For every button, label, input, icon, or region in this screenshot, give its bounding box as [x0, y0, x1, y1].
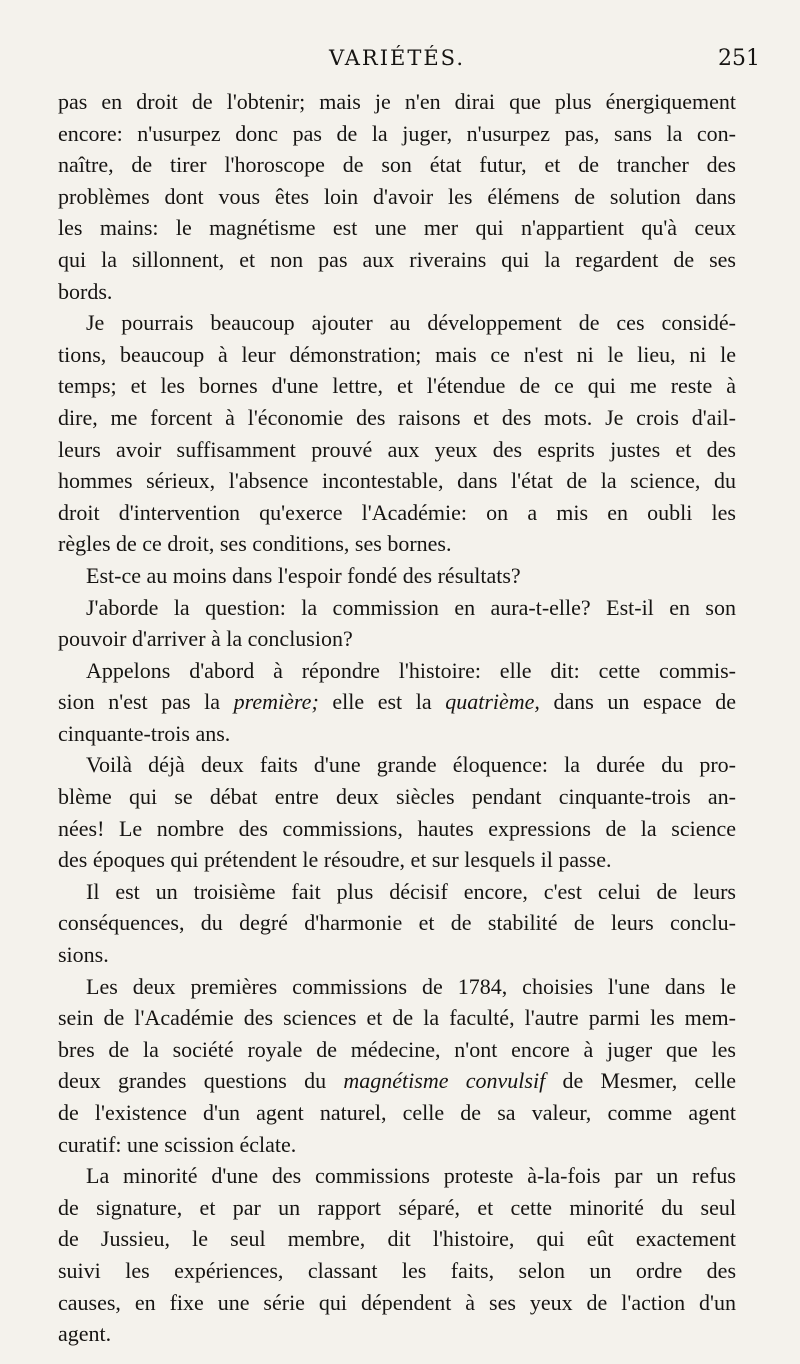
text-line: curatif: une scission éclate.: [58, 1131, 297, 1157]
text-line: deux grandes questions du magnétisme convulsif de Mesmer, celle: [58, 1068, 736, 1094]
body-text: [58, 86, 736, 1350]
text-line: leurs avoir suffisamment prouvé aux yeux des esprits justes et des: [58, 436, 736, 462]
text-line: temps; et les bornes d'une lettre, et l'étendue de ce qui me reste à: [58, 373, 736, 399]
text-line: naître, de tirer l'horoscope de son état futur, et de trancher des: [58, 152, 736, 178]
page-header: [58, 42, 760, 86]
text-line: J'aborde la question: la commission en aura-t-elle? Est-il en son: [86, 594, 736, 620]
text-line: dire, me forcent à l'économie des raisons et des mots. Je crois d'ail-: [58, 404, 736, 430]
text-line: sein de l'Académie des sciences et de la faculté, l'autre parmi les mem-: [58, 1005, 736, 1031]
text-line: qui la sillonnent, et non pas aux riverains qui la regardent de ses: [58, 246, 736, 272]
page-number: 251: [718, 46, 760, 71]
text-line: pas en droit de l'obtenir; mais je n'en dirai que plus énergiquement: [58, 89, 736, 114]
text-line: droit d'intervention qu'exerce l'Académie: on a mis en oubli les: [58, 499, 736, 525]
text-line: encore: n'usurpez donc pas de la juger, n'usurpez pas, sans la con-: [58, 120, 736, 146]
text-line: La minorité d'une des commissions proteste à-la-fois par un refus: [86, 1163, 736, 1189]
text-line: sions.: [58, 942, 109, 968]
text-line: de signature, et par un rapport séparé, et cette minorité du seul: [58, 1194, 736, 1220]
text-line: problèmes dont vous êtes loin d'avoir les élémens de solution dans: [58, 183, 736, 209]
text-line: suivi les expériences, classant les faits, selon un ordre des: [58, 1257, 736, 1283]
text-line: conséquences, du degré d'harmonie et de stabilité de leurs conclu-: [58, 910, 736, 936]
text-line: règles de ce droit, ses conditions, ses bornes.: [58, 531, 452, 557]
text-line: Voilà déjà deux faits d'une grande éloquence: la durée du pro-: [86, 752, 736, 778]
text-line: hommes sérieux, l'absence incontestable, dans l'état de la science, du: [58, 468, 736, 494]
text-line: bords.: [58, 278, 113, 304]
text-line: bres de la société royale de médecine, n'ont encore à juger que les: [58, 1036, 736, 1062]
text-line: les mains: le magnétisme est une mer qui n'appartient qu'à ceux: [58, 215, 736, 241]
text-line: Appelons d'abord à répondre l'histoire: elle dit: cette commis-: [86, 657, 736, 683]
text-line: causes, en fixe une série qui dépendent à ses yeux de l'action d'un: [58, 1289, 736, 1315]
text-line: cinquante-trois ans.: [58, 720, 231, 746]
text-line: des époques qui prétendent le résoudre, et sur lesquels il passe.: [58, 847, 612, 873]
text-line: pouvoir d'arriver à la conclusion?: [58, 626, 353, 652]
text-line: Est-ce au moins dans l'espoir fondé des résultats?: [86, 562, 521, 588]
text-line: Il est un troisième fait plus décisif encore, c'est celui de leurs: [86, 878, 736, 904]
text-line: de Jussieu, le seul membre, dit l'histoire, qui eût exactement: [58, 1226, 736, 1252]
text-line: blème qui se débat entre deux siècles pendant cinquante-trois an-: [58, 784, 736, 810]
text-line: sion n'est pas la première; elle est la quatrième, dans un espace de: [58, 689, 736, 715]
text-line: tions, beaucoup à leur démonstration; mais ce n'est ni le lieu, ni le: [58, 341, 736, 367]
text-line: nées! Le nombre des commissions, hautes expressions de la science: [58, 815, 736, 841]
text-line: de l'existence d'un agent naturel, celle de sa valeur, comme agent: [58, 1100, 736, 1125]
running-title: VARIÉTÉS.: [329, 46, 465, 70]
text-line: Les deux premières commissions de 1784, choisies l'une dans le: [86, 973, 736, 999]
text-line: agent.: [58, 1321, 112, 1347]
text-line: Je pourrais beaucoup ajouter au développement de ces considé-: [86, 310, 736, 336]
